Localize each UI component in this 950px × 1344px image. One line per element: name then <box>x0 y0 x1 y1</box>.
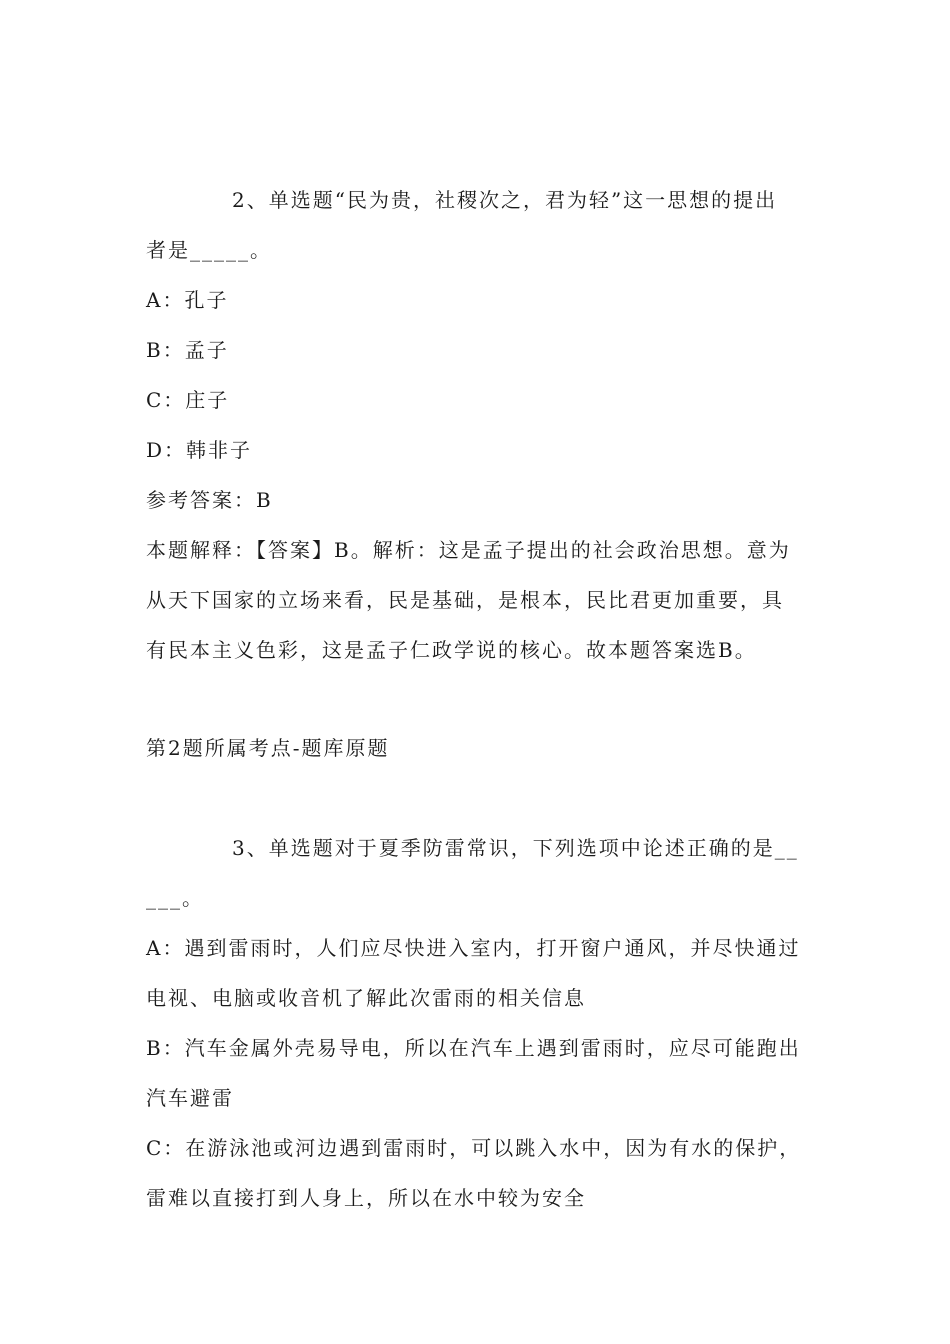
q3-option-c-line2: 雷难以直接打到人身上，所以在水中较为安全 <box>146 1186 586 1210</box>
q2-option-a: A：孔子 <box>146 288 229 312</box>
q3-option-a-line2: 电视、电脑或收音机了解此次雷雨的相关信息 <box>146 986 586 1010</box>
q2-option-b: B：孟子 <box>146 338 229 362</box>
q2-explanation-line2: 从天下国家的立场来看，民是基础，是根本，民比君更加重要，具 <box>146 588 784 612</box>
q3-option-c-line1: C：在游泳池或河边遇到雷雨时，可以跳入水中，因为有水的保护， <box>146 1136 802 1160</box>
q2-explanation-line3: 有民本主义色彩，这是孟子仁政学说的核心。故本题答案选B。 <box>146 638 757 662</box>
q2-option-d: D：韩非子 <box>146 438 253 462</box>
q2-knowledge-point: 第2题所属考点-题库原题 <box>146 736 390 760</box>
q3-stem-line1: 3、单选题对于夏季防雷常识，下列选项中论述正确的是__ <box>232 836 799 860</box>
q3-option-b-line1: B：汽车金属外壳易导电，所以在汽车上遇到雷雨时，应尽可能跑出 <box>146 1036 801 1060</box>
q2-stem-line2: 者是_____。 <box>146 238 272 262</box>
q3-stem-line2: ___。 <box>146 886 204 910</box>
q2-explanation-line1: 本题解释：【答案】B。解析：这是孟子提出的社会政治思想。意为 <box>146 538 791 562</box>
q2-option-c: C：庄子 <box>146 388 230 412</box>
q3-option-a-line1: A：遇到雷雨时，人们应尽快进入室内，打开窗户通风，并尽快通过 <box>146 936 801 960</box>
q3-option-b-line2: 汽车避雷 <box>146 1086 234 1110</box>
q2-answer: 参考答案：B <box>146 488 273 512</box>
q2-stem-line1: 2、单选题“民为贵，社稷次之，君为轻”这一思想的提出 <box>232 188 778 212</box>
